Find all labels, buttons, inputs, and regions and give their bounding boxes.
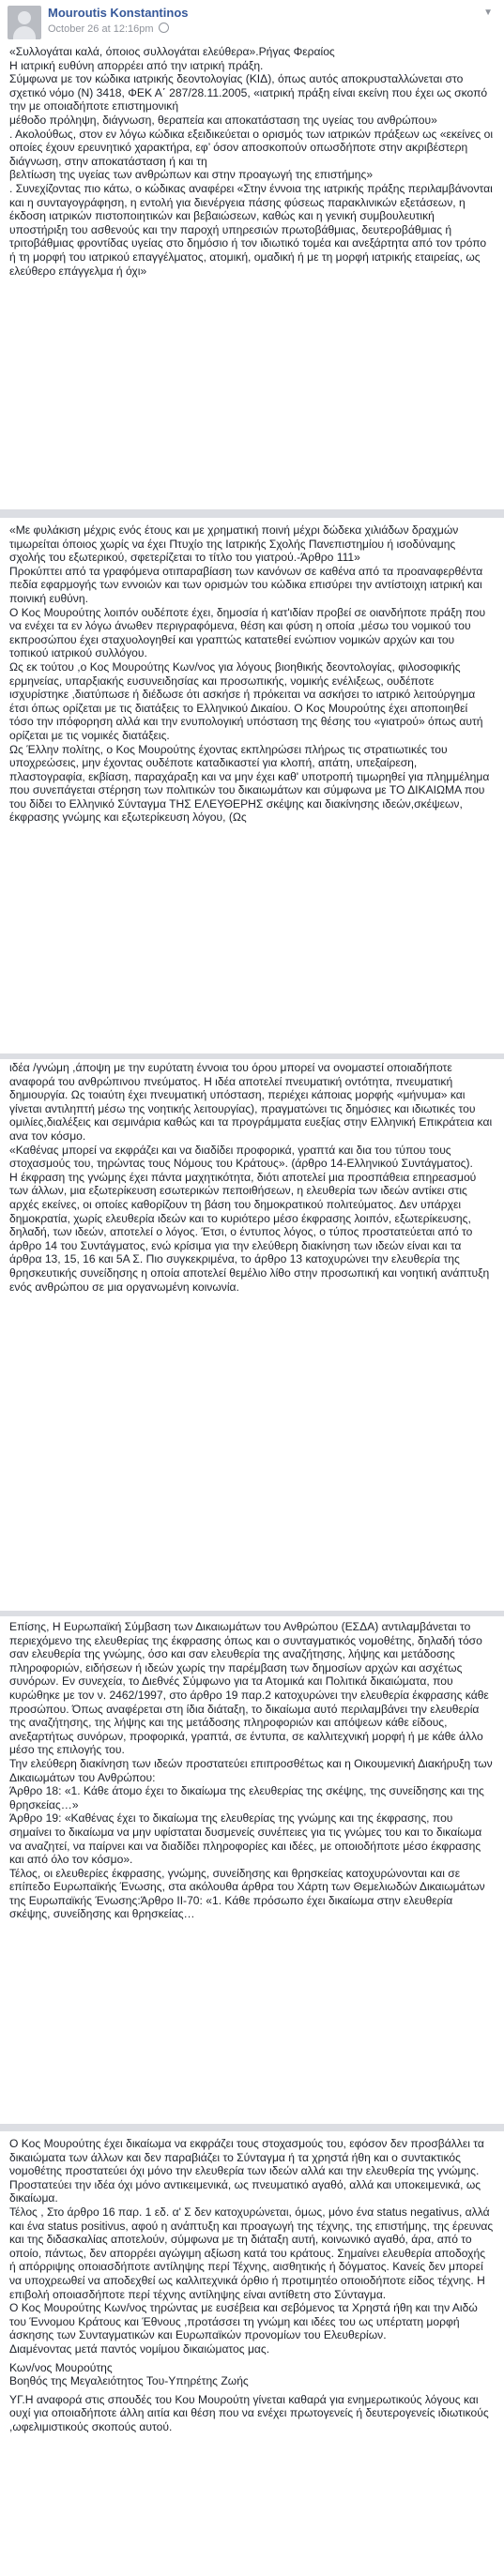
post-paragraph: μέθοδο πρόληψη, διάγνωση, θεραπεία και αποκατάσταση της υγείας του ανθρώπου» (9, 113, 437, 127)
panel-paragraph: Τέλος, οι ελευθερίες έκφρασης, γνώμης, συνείδησης και θρησκείας κατοχυρώνονται και σε επίπεδο Ευρωπαϊκής Ένωσης, στα ακόλουθα άρθρα του Χάρτη των Θεμελιωδών Δικαιωμάτων της Ευρωπαϊκής Ένωσης:Άρθρο ΙΙ-70: «1. Κάθε πρόσωπο έχει δικαίωμα στην ελευθερία σκέψης, συνείδησης και θρησκείας… (9, 1866, 485, 1921)
post-paragraph: Σύμφωνα με τον κώδικα ιατρικής δεοντολογίας (ΚΙΔ), όπως αυτός αποκρυσταλλώνεται στο σχετικό νόμο (Ν) 3418, ΦΕΚ Α΄ 287/28.11.2005, «ιατρική πράξη είναι εκείνη που έχει ως σκοπό την με οποιαδήποτε επιστημονική (9, 72, 488, 114)
signature-title: Βοηθός της Μεγαλειότητος Του-Υπηρέτης Ζωής (9, 2374, 249, 2388)
postscript: ΥΓ.Η αναφορά στις σπουδές του Κου Μουρούτη γίνεται καθαρά για ενημερωτικούς λόγους και ουχί για οποιαδήποτε άλλη αιτία και θέση που να ενέχει πρωτογενείς ή δευτερογενείς ιδιωτικούς ,ωφελιμιστικούς σκοπούς αυτού. (9, 2392, 489, 2433)
panel-paragraph: ιδέα /γνώμη ,άποψη με την ευρύτατη έννοια του όρου μπορεί να ονομαστεί οποιαδήποτε αναφορά του ανθρώπινου πνεύματος. Η ιδέα αποτελεί πνευματική οντότητα, πνευματική δημιουργία. Ως τοιαύτη έχει πνευματική υπόσταση, περιέχει κάποιας μορφής «μήνυμα» και γίνεται αντιληπτή μέσω της νοητικής λειτουργίας), πραγματώνει τις δημόσιες και ιδιωτικές του ομιλίες,διαλέξεις και σεμινάρια καθώς και τα προγράμματα ευεξίας στην Ελληνική Επικράτεια και ανα τον κόσμο. (9, 1061, 493, 1143)
facebook-post (0, 0, 504, 509)
post-timestamp[interactable]: October 26 at 12:16pm (48, 23, 154, 35)
text-panel (0, 2131, 504, 2576)
panel-paragraph: Άρθρο 18: «1. Κάθε άτομο έχει το δικαίωμα της ελευθερίας της σκέψης, της συνείδησης και της θρησκείας…» (9, 1784, 484, 1811)
panel-paragraph: Προκύπτει από τα γραφόμενα οτιπαραβίαση των κανόνων σε καθένα από τα προαναφερθέντα πεδία εφαρμογής των εννοιών και των ορισμών του κώδικα επισύρει την αντίστοιχη ιατρική και ποινική ευθύνη. (9, 564, 483, 605)
panel-paragraph: Τέλος , Στο άρθρο 16 παρ. 1 εδ. α' Σ δεν κατοχυρώνεται, όμως, μόνο ένα status negativus, αλλά και ένα status positivus, αφού η ανάπτυξη και προαγωγή της τέχνης, της επιστήμης, της έρευνας και της διδασκαλίας αποτελούν, σύμφωνα με τη διάταξη αυτή, κοινωνικό αγαθό, άρα, από το οποίο, πάντως, δεν απορρέει αγώγιμη αξίωση κατά του κράτους. Σημαίνει ελευθερία αποδοχής ή απόρριψης οποιασδήποτε αντίληψης περί Τέχνης, αισθητικής ή δόγματος. Κανείς δεν μπορεί να υποχρεωθεί να αποδεχθεί ως καλλιτεχνικά όρθιο ή προτιμητέο οποιοδήποτε είδος τέχνης. Η επιβολή οποιασδήποτε περί τέχνης αντίληψης είναι αντίθετη στο Σύνταγμα. (9, 2205, 494, 2301)
signature-name: Κων/νος Μουρούτης (9, 2360, 113, 2374)
panel-paragraph: Ως Έλλην πολίτης, ο Κος Μουρούτης έχοντας εκπληρώσει πλήρως τις στρατιωτικές του υποχρεώσεις, μην έχοντας ουδέποτε καταδικαστεί για κλοπή, απάτη, υπεξαίρεση, πλαστογραφία, εκβίαση, παραχάραξη και να μην έχει καθ' υποτροπή τιμωρηθεί για πλημμέλημα που συνεπάγεται στέρηση των πολιτικών του δικαιωμάτων και σύμφωνα με ΤΟ ΔΙΚΑΙΩΜΑ που του δίδει το Ελληνικό Σύνταγμα ΤΗΣ ΕΛΕΥΘΕΡΗΣ σκέψης και διακίνησης ιδεών,σκέψεων, έκφρασης γνώμης και εξωτερίκευση λόγου, (Ως (9, 742, 490, 825)
avatar[interactable] (8, 6, 41, 39)
post-paragraph: . Συνεχίζοντας πιο κάτω, ο κώδικας αναφέρει «Στην έννοια της ιατρικής πράξης περιλαμβάνονται και η συνταγογράφηση, η εντολή για διενέργεια πάσης φύσεως παρακλινικών εξετάσεων, η έκδοση ιατρικών πιστοποιητικών και βεβαιώσεων, καθώς και η γενική συμβουλευτική υποστήριξη του ασθενούς και την παροχή υπηρεσιών πρωτοβάθμιας, δευτεροβάθμιας ή τριτοβάθμιας φροντίδας υγείας στο δημόσιο ή τον ιδιωτικό τομέα και ανεξάρτητα από τον τρόπο ή τη μορφή του ιατρικού επαγγέλματος, ατομική, ομαδική ή με τη μορφή ιατρικής εταιρείας, ως ελεύθερο επάγγελμα ή όχι» (9, 181, 493, 278)
post-header (0, 0, 504, 45)
post-meta (48, 23, 169, 35)
post-paragraph: Η ιατρική ευθύνη απορρέει από την ιατρική πράξη. (9, 58, 264, 72)
panel-paragraph: Ο Κος Μουρούτης Κων/νος τηρώντας με ευσέβεια και σεβόμενος τα Χρηστά ήθη και την Αιδώ του Έννομου Κράτους και Έθνους ,προτάσσει τη γνώμη και ιδέες του ως υπέρτατη μορφή άσκησης των Συνταγματικών και Ευρωπαϊκών προνομίων του Ελευθερίων. (9, 2301, 478, 2342)
panel-paragraph: Επίσης, Η Ευρωπαϊκή Σύμβαση των Δικαιωμάτων του Ανθρώπου (ΕΣΔΑ) αντιλαμβάνεται το περιεχόμενο της ελευθερίας της έκφρασης όπως και ο συνταγματικός νομοθέτης, δηλαδή τόσο σαν ελευθερία της γνώμης, όσο και σαν ελευθερία της αναζήτησης, λήψης και μετάδοσης πληροφοριών, ειδήσεων ή ιδεών χωρίς την παρέμβαση των δημοσίων αρχών και ασχέτως συνόρων. Εν συνεχεία, το Διεθνές Σύμφωνο για τα Ατομικά και Πολιτικά δικαιώματα, που κυρώθηκε με τον ν. 2462/1997, στο άρθρο 19 παρ.2 κατοχυρώνει την ελευθερία έκφρασης κάθε προσώπου. Όπως αναφέρεται στη ίδια διάταξη, το δικαίωμα αυτό περιλαμβάνει την ελευθερία της αναζήτησης, της λήψης και της μετάδοσης πληροφοριών και απόψεων κάθε είδους, ανεξαρτήτως συνόρων, προφορικά, γραπτά, σε έντυπα, σε καλλιτεχνική μορφή ή με κάθε άλλο μέσο της επιλογής του. (9, 1620, 489, 1757)
panel-paragraph: Η έκφραση της γνώμης έχει πάντα μαχητικότητα, διότι αποτελεί μια προσπάθεια επηρεασμού των άλλων, μια εξωτερίκευση εσωτερικών πεποιθήσεων, η ελευθερία των ιδεών αντίκει στις αρχές εκείνες, οι οποίες καθορίζουν τη βάση του δημοκρατικού πολιτεύματος. Δεν υπάρχει δημοκρατία, χωρίς ελευθερία ιδεών και το κυριότερο μέσο έκφρασης λοιπόν, εξωτερίκευσης, δηλαδή, των ιδεών, αποτελεί ο λόγος. Έτσι, ο έντυπος λόγος, ο τύπος προστατεύεται από το άρθρο 14 του Συντάγματος, ενώ κρίσιμα για την ελεύθερη διακίνηση των ιδεών είναι και τα άρθρα 13, 15, 16 και 5Α Σ. Πιο συγκεκριμένα, το άρθρο 13 κατοχυρώνει την ελευθερία της θρησκευτικής συνείδησης η οποία αποτελεί θεμέλιο λίθο στην προσωπική και νοητική ανάπτυξη ενός ανθρώπου σε μια οργανωμένη κοινωνία. (9, 1170, 490, 1294)
text-panel (0, 518, 504, 1053)
post-paragraph: «Συλλογάται καλά, όποιος συλλογάται ελεύθερα».Ρήγας Φεραίος (9, 45, 335, 58)
panel-paragraph: Άρθρο 19: «Καθένας έχει το δικαίωμα της ελευθερίας της γνώμης και της έκφρασης, που σημαίνει το δικαίωμα να μην υφίσταται δυσμενείς συνέπειες για τις γνώμες του και το δικαίωμα να αναζητεί, να παίρνει και να διαδίδει πληροφορίες και ιδέες, με οποιοδήποτε μέσο έκφρασης και από όλο τον κόσμο». (9, 1811, 482, 1867)
globe-icon (159, 23, 169, 33)
panel-paragraph: «Καθένας μπορεί να εκφράζει και να διαδίδει προφορικά, γραπτά και δια του τύπου τους στοχασμούς του, τηρώντας τους Νόμους του Κράτους». (άρθρο 14-Ελληνικού Συντάγματος). (9, 1143, 473, 1171)
chevron-down-icon[interactable]: ▼ (483, 8, 493, 18)
panel-paragraph: «Με φυλάκιση μέχρις ενός έτους και με χρηματική ποινή μέχρι δώδεκα χιλιάδων δραχμών τιμωρείται όποιος χωρίς να έχει Πτυχίο της Ιατρικής Σχολής Πανεπιστημίου ή ισοδύναμης σχολής του εξωτερικού, σφετερίζεται το τίτλο του γιατρού.-Άρθρο 111» (9, 523, 459, 565)
panel-paragraph: Ως εκ τούτου ,ο Κος Μουρούτης Κων/νος για λόγους βιοηθικής δεοντολογίας, φιλοσοφικής ερμηνείας, υπαρξιακής ευσυνειδησίας και προσωπικής, νομικής ενέλιξεως, ουδέποτε ισχυρίστηκε ,διατύπωσε ή διέδωσε ότι ασκήσε ή πρόκειται να ασκήσει το ιατρικό λειτούργημα έτσι όπως ορίζεται με τις διατάξεις το Ελληνικού Δικαίου. Ο Κος Μουρούτης έχει αποποιηθεί τόσο την ιπόφορηση αλλά και την ενυπολογική υπόσταση της θέσης του «γιατρού» όπως αυτή ορίζεται με τις νομικές διατάξεις. (9, 659, 483, 742)
panel-paragraph: Ο Κος Μουρούτης λοιπόν ουδέποτε έχει, δημοσία ή κατ'ιδίαν προβεί σε οιανδήποτε πράξη που να ενέχει τα εν λόγω άνωθεν περιγραφόμενα, θέση και φύση η οποία ,μέσω του νομικού του εκπροσώπου έχει σταχυολογηθεί και γραπτώς κατατεθεί ενώπιον νομικών αρχών και του τοπικού ιατρικού συλλόγου. (9, 605, 486, 660)
panel-paragraph: Ο Κος Μουρούτης έχει δικαίωμα να εκφράζει τους στοχασμούς του, εφόσον δεν προσβάλλει τα δικαιώματα των άλλων και δεν παραβιάζει το Σύνταγμα ή τα χρηστά ήθη και ο συντακτικός νομοθέτης προστατεύει όχι μόνο την ελευθερία των ιδεών αλλά και την ελευθερία της γνώμης. Προστατεύει την ιδέα όχι μόνο αντικειμενικά, ως πνευματικό αγαθό, αλλά και υποκειμενικά, ως δικαίωμα. (9, 2137, 484, 2205)
text-panel (0, 1059, 504, 1611)
post-paragraph: βελτίωση της υγείας των ανθρώπων και στην προαγωγή της επιστήμης» (9, 168, 374, 182)
text-panel (0, 1616, 504, 2124)
panel-paragraph: Διαμένοντας μετά παντός νομίμου δικαιώματος μας. (9, 2341, 270, 2356)
post-paragraph: . Ακολούθως, στον εν λόγω κώδικα εξειδικεύεται ο ορισμός των ιατρικών πράξεων ως «εκείνες οι οποίες έχουν ερευνητικό χαρακτήρα, εφ’ όσον αποσκοπούν οπωσδήποτε στην ακριβέστερη διάγνωση, στην αποκατάσταση ή και τη (9, 127, 494, 168)
post-text (0, 45, 504, 278)
author-name[interactable]: Mouroutis Konstantinos (48, 6, 189, 20)
panel-paragraph: Την ελεύθερη διακίνηση των ιδεών προστατεύει επιπροσθέτως και η Οικουμενική Διακήρυξη των Δικαιωμάτων του Ανθρώπου: (9, 1756, 493, 1784)
